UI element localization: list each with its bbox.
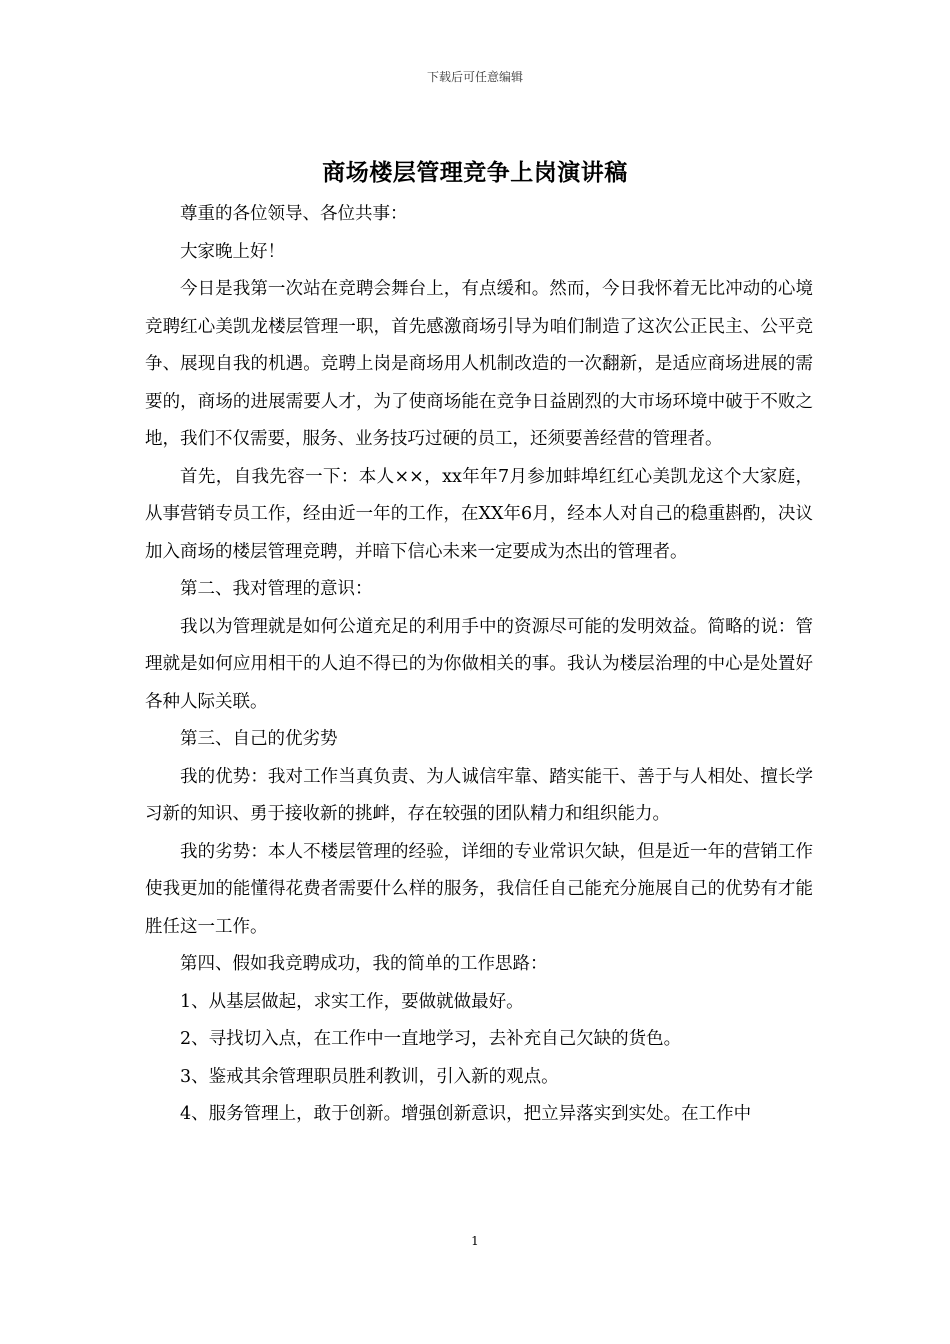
document-title: 商场楼层管理竞争上岗演讲稿 xyxy=(322,159,628,186)
paragraph-management-view: 我以为管理就是如何公道充足的利用手中的资源尽可能的发明效益。简略的说：管理就是如何应用相干的人迫不得已的为你做相关的事。我认为楼层治理的中心是处置好各种人际关联。 xyxy=(145,616,813,712)
paragraph-self-introduction: 首先，自我先容一下：本人××，xx年年7月参加蚌埠红红心美凯龙这个大家庭，从事营销专员工作，经由近一年的工作，在XX年6月，经本人对自己的稳重斟酌，决议加入商场的楼层管理竞聘，并暗下信心未来一定要成为杰出的管理者。 xyxy=(145,466,813,562)
paragraph-weaknesses: 我的劣势：本人不楼层管理的经验，详细的专业常识欠缺，但是近一年的营销工作使我更加的能懂得花费者需要什么样的服务，我信任自己能充分施展自己的优势有才能胜任这一工作。 xyxy=(145,841,813,937)
document-body xyxy=(145,196,813,1134)
paragraph-intro: 今日是我第一次站在竞聘会舞台上，有点缓和。然而，今日我怀着无比冲动的心境竞聘红心美凯龙楼层管理一职，首先感激商场引导为咱们制造了这次公正民主、公平竞争、展现自我的机遇。竞聘上岗是商场用人机制改造的一次翻新，是适应商场进展的需要的，商场的进展需要人才，为了使商场能在竞争日益剧烈的大市场环境中破于不败之地，我们不仅需要，服务、业务技巧过硬的员工，还须要善经营的管理者。 xyxy=(145,279,813,449)
list-item: 2、寻找切入点，在工作中一直地学习，去补充自己欠缺的货色。 xyxy=(180,1029,682,1049)
paragraph-strengths: 我的优势：我对工作当真负责、为人诚信牢靠、踏实能干、善于与人相处、擅长学习新的知识、勇于接收新的挑衅，存在较强的团队精力和组织能力。 xyxy=(145,766,813,824)
list-item: 1、从基层做起，求实工作，要做就做最好。 xyxy=(180,991,524,1012)
paragraph-heading-understanding: 第二、我对管理的意识： xyxy=(180,579,373,599)
paragraph-greeting: 大家晚上好！ xyxy=(180,241,285,262)
paragraph-heading-strengths: 第三、自己的优劣势 xyxy=(180,729,338,749)
page-header: 下载后可任意编辑 xyxy=(426,70,523,84)
list-item: 4、服务管理上，敢于创新。增强创新意识，把立异落实到实处。在工作中 xyxy=(180,1104,752,1124)
paragraph-heading-plan: 第四、假如我竞聘成功，我的简单的工作思路： xyxy=(180,954,548,974)
paragraph-salutation: 尊重的各位领导、各位共事： xyxy=(180,204,408,224)
list-item: 3、鉴戒其余管理职员胜利教训，引入新的观点。 xyxy=(180,1066,559,1087)
page-number: 1 xyxy=(471,1234,479,1248)
